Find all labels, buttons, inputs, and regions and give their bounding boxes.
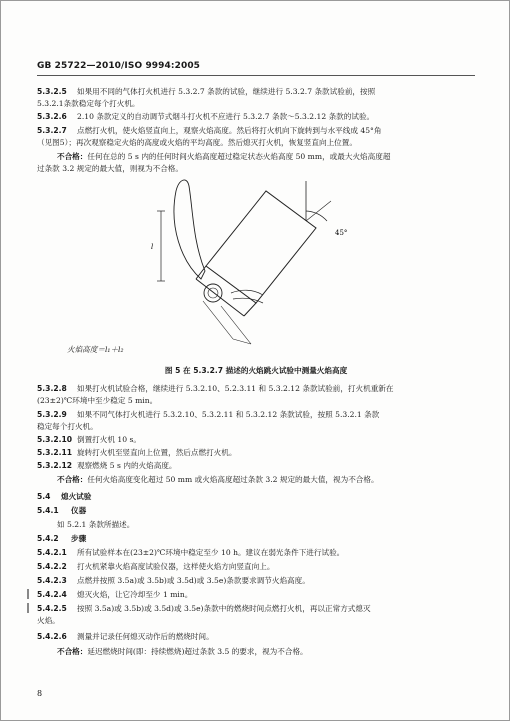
fail-text-cont: 过条款 3.2 规定的最大值，则视为不合格。 — [37, 164, 183, 173]
step-text-cont: 火焰。 — [37, 616, 60, 625]
clause-5-3-2-9 — [37, 409, 477, 433]
section-text: 如 5.2.1 条款所描述。 — [57, 520, 135, 529]
measurement-leaders — [203, 301, 251, 344]
header-rule — [37, 75, 475, 76]
margin-mark — [27, 603, 29, 613]
fail-criteria-2 — [37, 474, 477, 486]
section-title: 仪器 — [71, 506, 87, 515]
clause-5-3-2-8 — [37, 383, 477, 407]
clause-text: 倒置打火机 10 s。 — [77, 435, 141, 444]
page-number: 8 — [37, 689, 43, 698]
clause-5-3-2-11 — [37, 447, 477, 459]
clause-text: 旋转打火机至竖直向上位置，然后点燃打火机。 — [77, 448, 237, 457]
clause-text: 2.10 条款定义的自动调节式烟斗打火机不应进行 5.3.2.7 条款～5.3.2.12 条款的试验。 — [77, 112, 375, 121]
section-number: 5.4 — [37, 492, 51, 501]
flame-outline — [174, 180, 205, 279]
step-5-4-2-1 — [37, 547, 477, 559]
step-number: 5.4.2.2 — [37, 562, 67, 571]
clause-text-cont: （见图5）；再次观察稳定火焰的高度或火焰的平均高度。然后熄灭打火机，恢复竖直向上位置。 — [37, 138, 357, 147]
clause-5-3-2-12 — [37, 460, 477, 472]
clause-text: 观察燃烧 5 s 内的火焰高度。 — [77, 461, 177, 470]
margin-mark — [27, 589, 29, 599]
clause-number: 5.3.2.5 — [37, 87, 67, 96]
clause-number: 5.3.2.12 — [37, 461, 73, 470]
section-5-4 — [37, 491, 477, 503]
step-text: 按照 3.5a)或 3.5b)或 3.5d)或 3.5e)条款中的燃烧时间点燃打火机，再以正常方式熄灭 — [77, 604, 371, 613]
section-number: 5.4.2 — [37, 534, 59, 543]
clause-5-3-2-6 — [37, 111, 477, 123]
clause-5-3-2-7 — [37, 125, 477, 149]
clause-number: 5.3.2.9 — [37, 410, 67, 419]
figure-caption: 图 5 在 5.3.2.7 描述的火焰跳火试验中测量火焰高度 — [164, 366, 348, 375]
step-number: 5.4.2.3 — [37, 576, 67, 585]
fail-label: 不合格： — [57, 647, 88, 656]
section-title: 步骤 — [71, 534, 87, 543]
step-number: 5.4.2.4 — [37, 590, 67, 599]
clause-text-cont: (23±2)℃环境中至少稳定 5 min。 — [37, 396, 158, 405]
step-5-4-2-6 — [37, 631, 477, 643]
clause-text: 如果不同气体打火机进行 5.3.2.10、5.3.2.11 和 5.3.2.12 条款试验，按照 5.3.2.1 条款 — [77, 410, 380, 419]
fail-label: 不合格： — [57, 152, 88, 161]
dimension-label: l — [151, 243, 154, 251]
angle-label: 45° — [335, 229, 348, 237]
step-text: 打火机紧靠火焰高度试验仪器，这样使火焰方向竖直向上。 — [77, 562, 275, 571]
step-5-4-2-3 — [37, 575, 477, 587]
section-title: 熄火试验 — [61, 492, 92, 501]
lighter-body — [196, 191, 316, 316]
step-5-4-2-2 — [37, 561, 477, 573]
clause-5-3-2-10 — [37, 434, 477, 446]
section-5-4-1 — [37, 505, 477, 517]
clause-number: 5.3.2.10 — [37, 435, 73, 444]
clause-number: 5.3.2.8 — [37, 384, 67, 393]
clause-text: 如果打火机试验合格，继续进行 5.3.2.10、5.2.3.11 和 5.3.2.12 条款试验前，打火机重新在 — [77, 384, 394, 393]
fail-text: 任何在总的 5 s 内的任何时间火焰高度超过稳定状态火焰高度 50 mm，或最大火焰高度超 — [87, 152, 391, 161]
step-text: 熄灭火焰，让它冷却至少 1 min。 — [77, 590, 193, 599]
clause-number: 5.3.2.11 — [37, 448, 73, 457]
angle-indicator — [306, 181, 347, 237]
dimension-line — [151, 211, 165, 281]
section-5-4-2 — [37, 533, 477, 545]
figure-5-diagram — [1, 171, 510, 371]
section-number: 5.4.1 — [37, 506, 59, 515]
standard-header: GB 25722—2010/ISO 9994:2005 — [37, 61, 201, 71]
fail-text: 延迟燃烧时间(即：持续燃烧)超过条款 3.5 的要求，视为不合格。 — [87, 647, 308, 656]
step-5-4-2-5 — [37, 603, 477, 627]
step-number: 5.4.2.6 — [37, 632, 67, 641]
section-5-4-1-body — [37, 519, 477, 531]
step-text: 测量并记录任何熄灭动作后的燃烧时间。 — [77, 632, 214, 641]
clause-text: 点燃打火机，使火焰竖直向上，观察火焰高度。然后将打火机向下旋转到与水平线成 45°角 — [77, 126, 382, 135]
fail-criteria-3 — [37, 646, 477, 658]
clause-text: 如果用不同的气体打火机进行 5.3.2.7 条款的试验，继续进行 5.3.2.7 条款试验前，按照 — [77, 87, 376, 96]
flame-height-formula: 火焰高度＝l₁＋l₂ — [67, 345, 124, 354]
step-text: 点燃并按照 3.5a)或 3.5b)或 3.5d)或 3.5e)条款要求调节火焰高度。 — [77, 576, 310, 585]
clause-number: 5.3.2.7 — [37, 126, 67, 135]
step-5-4-2-4 — [37, 589, 477, 601]
clause-text-cont: 5.3.2.1条款稳定每个打火机。 — [37, 99, 140, 108]
clause-5-3-2-5 — [37, 86, 477, 110]
clause-text-cont: 稳定每个打火机。 — [37, 422, 98, 431]
clause-number: 5.3.2.6 — [37, 112, 67, 121]
step-number: 5.4.2.1 — [37, 548, 67, 557]
step-text: 所有试验样本在(23±2)℃环境中稳定至少 10 h。建议在弱光条件下进行试验。 — [77, 548, 345, 557]
step-number: 5.4.2.5 — [37, 604, 67, 613]
fail-label: 不合格： — [57, 475, 88, 484]
fail-text: 任何火焰高度变化超过 50 mm 或火焰高度超过条款 3.2 规定的最大值，视为不合格。 — [87, 475, 379, 484]
